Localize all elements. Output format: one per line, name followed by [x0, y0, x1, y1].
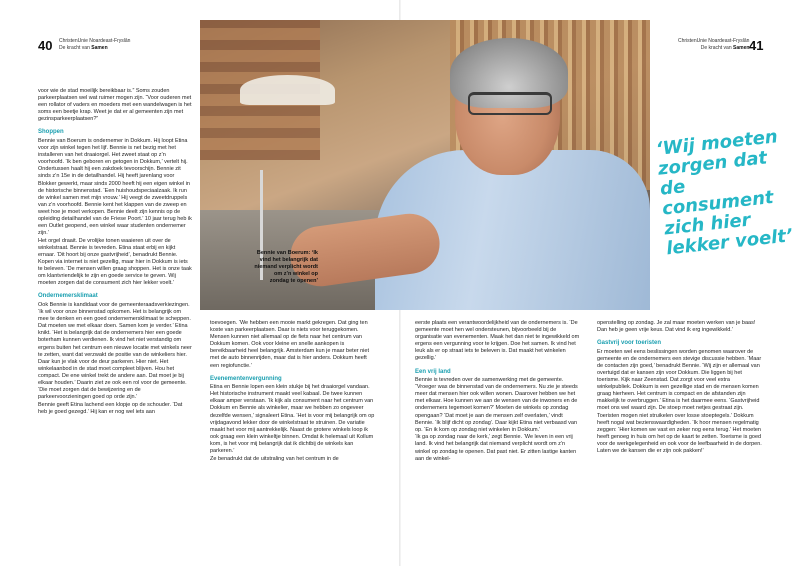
publication-name: ChristenUnie Noardeast-Fryslân	[59, 38, 131, 44]
paragraph: Ze benadrukt dat de uitstraling van het centrum in de	[210, 455, 339, 462]
paragraph: Bennie geeft Etina lachend een klopje op de schouder. ‘Dat heb je goed gezegd.’ Hij kan er nog wel iets aan	[38, 401, 183, 415]
left-page-number: 40	[38, 38, 53, 53]
photo-umbrella	[240, 75, 335, 105]
paragraph: voor wie de stad moeilijk bereikbaar is.” Soms zouden parkeerplaatsen wel wat ruimer mogen zijn. “Voor ouderen met een rollator of vaders en moeders met een wandelwagen is het soms een beetje krap. Weet je dat er al gemeenten zijn met gezinsparkeerplaatsen?”	[38, 88, 192, 123]
paragraph: Ook Bennie is kandidaat voor de gemeenteraadsverkiezingen. ‘Ik wil voor onze binnenstad opkomen. Het is belangrijk om mee te denken en een goed ondernemersklimaat te scheppen. Dat moeten we met elkaar doen. Samen kom je verder.’ Etina knikt. ‘Het is belangrijk dat de ondernemers hier een goede boterham kunnen verdienen. Ik vind het niet verstandig om ergens buiten het centrum een nieuwe locatie met winkels neer te zetten, want dat verzwakt de positie van de winkeliers hier. Daar kun je vlak voor de deur parkeren. Hier niet. Het winkelaanbod in de stad moet compleet blijven. Hou het compact. De ene winkel trekt de andere aan. Dat moet je bij elkaar houden.’ Daarin ziet ze ook een rol voor de gemeente. ‘Die moet zorgen dat de bewijzering en de parkeervoorzieningen goed op orde zijn.’	[38, 301, 192, 401]
paragraph: Bennie is tevreden over de samenwerking met de gemeente. “Vroeger was de binnenstad van de ondernemers. Nu zie je steeds meer dat mensen hier ook willen wonen. Daarover hebben we het met elkaar. Hoe kunnen we aan de wensen van de inwoners en de ondernemers tegemoet komen?’ Moeten de winkels op zondag opengaan? ‘Dat moet je aan de mensen zelf overlaten,’ vindt Bennie. ‘Ik blijf dicht op zondag’. Daar kijkt Etina niet verbaasd van op. ‘En ik kom op zondag niet winkelen in Dokkum.’	[415, 377, 578, 433]
right-running-header	[678, 38, 749, 51]
paragraph: Er moeten wel eens beslissingen worden genomen waarover de gemeente en de ondernemers een stevige discussie hebben. ‘Maar de contacten zijn goed,’ benadrukt Bennie. ‘Wij zijn er allemaal van overtuigd dat er kansen zijn voor Dokkum. Die liggen bij het toerisme. Kijk naar Zeenstad. Dat zorgt voor veel extra winkelpubliek. Dokkum is een gezellige stad en de mensen komen graag hierheen. Het centrum is compact en de afstanden zijn makkelijk te overbruggen.’ Etina is het daarmee eens. ‘Gastvrijheid moet ons wel waard zijn. De stoep moet netjes gestraat zijn. Toeristen mogen niet struikelen over losse stoeptegels.’ Dokkum heeft nogal wat bezienswaardigheden. ‘Ik hoor mensen regelmatig zeggen: ‘Hier komen we vast en zeker nog eens terug.’ Het moeten heeft genoeg in huis om het op de kaart te zetten. Toerisme is goed voor de werkgelegenheid en ook voor de leefbaarheid in de dorpen. Laten we de kansen die er zijn ook pakken!’	[597, 348, 762, 454]
paragraph: ‘Ik ga op zondag naar de kerk,’ zegt Bennie. ‘We leven in een vrij land. Ik vind het belangrijk dat niemand verplicht wordt om z’n winkel op zondag te openen. Dat past niet. Er zitten lastige kanten aan de winkel-	[415, 434, 577, 462]
publication-name-right: ChristenUnie Noardeast-Fryslân	[678, 38, 750, 44]
text-column-3	[415, 320, 580, 463]
paragraph: openstelling op zondag. Je zal maar moeten werken van je baas! Dan heb je geen vrije keus. Dat vind ik erg ingewikkeld.’	[597, 320, 756, 334]
text-column-2	[210, 320, 375, 463]
paragraph: toevoegen. ‘We hebben een mooie markt gekregen. Dat ging ten koste van parkeerplaatsen. Daar is niets voor teruggekomen. Mensen kunnen niet allemaal op de fiets naar het centrum van Dokkum komen. Ook voor kleine en snelle aankopen is bereikbaarheid heel belangrijk. Amsterdam kun je maar beter niet met de auto binnenrijden, maar dat is hier anders. Dokkum heeft een regiofunctie.’	[210, 320, 369, 369]
paragraph: Het orgel draait. De vrolijke tonen waaieren uit over de winkelstraat. Bennie is tevreden. Etina staat erbij en kijkt ernaar. ‘Dit hoort bij onze gastvrijheid’, benadrukt Bennie. Kopen via internet is niet gezellig, maar hier in Dokkum is iets te beleven. ‘De mensen willen graag shoppen. Het is onze taak om klantvriendelijk te zijn en goede service te geven. Wij moeten zorgen dat de consument zich hier lekker voelt.’	[38, 237, 192, 287]
right-page-number: 41	[749, 38, 764, 53]
section-heading: Evenementenvergunning	[210, 375, 282, 382]
publication-tagline: De kracht van Samen	[59, 44, 108, 51]
text-column-1	[38, 88, 193, 416]
section-heading: Een vrij land	[415, 368, 451, 375]
text-column-4	[597, 320, 762, 456]
photo-glasses	[468, 92, 552, 115]
section-heading: Shoppen	[38, 129, 64, 136]
publication-tagline-right: De kracht van Samen	[700, 44, 750, 51]
paragraph: eerste plaats een verantwoordelijkheid van de ondernemers is. ‘De gemeente moet hen wel ondersteunen, bijvoorbeeld bij de organisatie van evenementen. Maak het dan niet te ingewikkeld om ergens een vergunning voor te krijgen. Doe het samen. Ik vind het leuk als er op straat iets te beleven is. Dat maakt het winkelen gezellig.’	[415, 320, 580, 362]
paragraph: Etina en Bennie lopen een klein stukje bij het draaiorgel vandaan. Het historische instrument maakt veel kabaal. De twee kunnen elkaar amper verstaan. ‘Ik kijk als consument naar het centrum van Dokkum en Bennie als winkelier, maar we hebben zo ongeveer dezelfde wensen,’ signaleert Etina. ‘Het is voor mij belangrijk om op vrijdagavond lekker door de winkelstraat te struinen. De variatie maakt het voor mij aantrekkelijk. Naast de grotere winkels loop ik ook graag een klein winkeltje binnen. Omdat ik helemaal uit Kollum kom, is het voor mij belangrijk dat ik dichtbij de winkels kan parkeren.’	[210, 384, 375, 454]
left-running-header	[59, 38, 130, 51]
section-heading: Ondernemersklimaat	[38, 293, 98, 300]
pull-quote: ‘Wij moeten zorgen dat de consument zich hier lekker voelt’	[654, 126, 794, 260]
section-heading: Gastvrij voor toeristen	[597, 340, 662, 347]
paragraph: Bennie van Boerum is ondernemer in Dokkum. Hij loopt Etina voor zijn winkel tegen het lijf. Bennie is net bezig met het installeren van het draaiorgel. Het zweet staat op z’n voorhoofd. ‘Ik ben geboren en getogen in Dokkum,’ vertelt hij. Ondertussen haalt hij een zakdoek tevoorschijn. Bennie zit sinds z’n 15e in de detailhandel. Hij heeft jarenlang voor Blokker gewerkt, maar sinds 2000 heeft hij een eigen winkel in de historische binnenstad. ‘Een huishoudspeciaalzaak. Ik run de winkel samen met mijn vrouw.’ Hij veegt de zweetdruppels van z’n voorhoofd. Bennie kent het klappen van de zweep en weet hoe je moet verkopen. Bennie deelt zijn kennis op de opleiding detailhandel van de Friese Poort.’ 10 jaar terug heb ik een Outlet geopend, een winkel waar studenten ondernemer zijn.’	[38, 137, 192, 237]
photo-caption: Bennie van Boerum: ‘Ik vind het belangrijk dat niemand verplicht wordt om z’n winkel op zondag te openen’	[254, 250, 318, 284]
